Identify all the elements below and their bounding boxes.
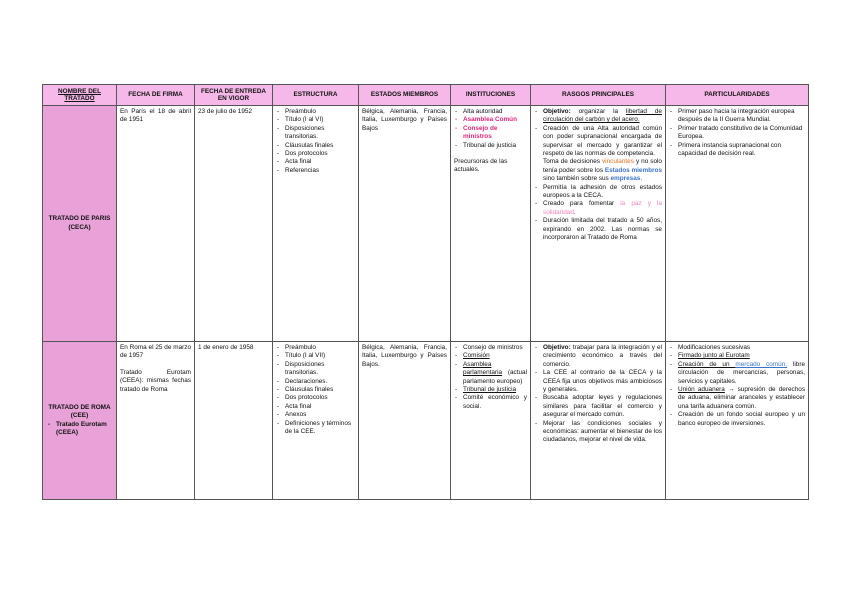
list-item: - Dos protocolos [285, 394, 355, 402]
list-item: - Preámbulo [285, 344, 355, 352]
arrow-icon: → [728, 386, 735, 394]
signing-date: En Roma el 25 de marzo de 1957 Tratado Eurotam (CEEA): mismas fechas tratado de Roma [117, 342, 195, 500]
particularities-cell [666, 106, 809, 342]
list-item: - Título (I al VI) [285, 116, 355, 124]
list-item: - Permitía la adhesión de otros estados europeos a la CECA. [543, 184, 662, 201]
list-item: - Preámbulo [285, 108, 355, 116]
header-cell: INSTITUCIONES [451, 85, 531, 106]
institutions-cell [451, 342, 531, 500]
list-item: - Buscaba adoptar leyes y regulaciones similares para facilitar el comercio y asegurar el mercado común. [543, 394, 662, 419]
list-item: - Título (I al VII) [285, 352, 355, 360]
list-item: - Declaraciones. [285, 378, 355, 386]
list-item: - Firmado junto al Eurotam [678, 352, 805, 360]
table-row [43, 106, 809, 342]
list-item: - Unión aduanera → supresión de derechos de aduana, eliminar aranceles y establecer una tarifa aduanera común. [678, 386, 805, 411]
list-item: - Asamblea parlamentaria (actual parlamento europeo) [463, 361, 527, 386]
header-cell: NOMBRE DEL TRATADO [43, 85, 117, 106]
list-item: - Primera instancia supranacional con capacidad de decisión real. [678, 142, 805, 159]
structure-cell [273, 342, 359, 500]
paragraph: Toma de decisiones vinculantes y no solo tenía poder sobre los Estados miembros sino también sobre sus empresas. [543, 158, 663, 183]
list-item: - Disposiciones transitorias. [285, 361, 355, 378]
structure-cell [273, 106, 359, 342]
list-item: - Tribunal de justicia [463, 142, 527, 150]
treaty-name: TRATADO DE PARIS (CECA) [43, 106, 117, 342]
list-item: - Anexos [285, 411, 355, 419]
list-item: - Asamblea Común [463, 116, 527, 124]
list-item: - Creación de un fondo social europeo y un banco europeo de inversiones. [678, 411, 805, 428]
list-item: - Comité económico y social. [463, 394, 527, 411]
table-row [43, 342, 809, 500]
list-item: - Tribunal de justicia [463, 386, 527, 394]
header-cell: PARTICULARIDADES [666, 85, 809, 106]
list-item: - Objetivo: trabajar para la integración y el crecimiento económico a través del comercio. [543, 344, 662, 369]
list-item: - Referencias [285, 167, 355, 175]
list-item: - Acta final [285, 403, 355, 411]
list-item: - Dos protocolos [285, 150, 355, 158]
list-item: - Cláusulas finales [285, 386, 355, 394]
effective-date: 1 de enero de 1958 [195, 342, 273, 500]
header-cell: ESTRUCTURA [273, 85, 359, 106]
member-states: Bélgica, Alemania, Francia, Italia, Luxemburgo y Países Bajos. [359, 342, 451, 500]
header-cell: FECHA DE FIRMA [117, 85, 195, 106]
header-row [43, 85, 809, 106]
list-item: - Modificaciones sucesivas [678, 344, 805, 352]
treaty-name: TRATADO DE ROMA (CEE) - Tratado Eurotam (CEEA) [43, 342, 117, 500]
institutions-note: Precursoras de las actuales. [454, 158, 508, 174]
list-item: - La CEE al contrario de la CECA y la CEEA fija unos objetivos más ambiciosos y generales. [543, 369, 662, 394]
list-item: - Duración limitada del tratado a 50 años, expirando en 2002. Las normas se incorporaron al Tratado de Roma [543, 217, 662, 242]
header-cell: FECHA DE ENTREDA EN VIGOR [195, 85, 273, 106]
institutions-cell [451, 106, 531, 342]
list-item: - Creado para fomentar la paz y la solidaridad. [543, 200, 662, 217]
header-cell: ESTADOS MIEMBROS [359, 85, 451, 106]
list-item: - Primer tratado constitutivo de la Comunidad Europea. [678, 125, 805, 142]
particularities-cell [666, 342, 809, 500]
member-states: Bélgica, Alemania, Francia, Italia, Luxemburgo y Países Bajos [359, 106, 451, 342]
list-item: - Cláusulas finales [285, 142, 355, 150]
list-item: - Comisión [463, 352, 527, 360]
treaties-table [42, 84, 809, 500]
list-item: - Objetivo: organizar la libertad de circulación del carbón y del acero. [543, 108, 662, 125]
list-item: - Acta final [285, 158, 355, 166]
features-cell [531, 106, 666, 342]
list-item: - Creación de una Alta autoridad común con poder supranacional encargada de supervisar el mercado y garantizar el respeto de las normas de competencia. [543, 125, 662, 159]
list-item: - Disposiciones transitorias. [285, 125, 355, 142]
header-cell: RASGOS PRINCIPALES [531, 85, 666, 106]
list-item: - Alta autoridad [463, 108, 527, 116]
list-item: - Creación de un mercado común: libre circulación de mercancías, personas, servicios y capitales. [678, 361, 805, 386]
signing-note: Tratado Eurotam (CEEA): mismas fechas tratado de Roma [120, 368, 191, 393]
list-item: - Mejorar las condiciones sociales y económicas: aumentar el bienestar de los ciudadanos, mejorar el nivel de vida. [543, 420, 662, 445]
effective-date: 23 de julio de 1952 [195, 106, 273, 342]
list-item: - Primer paso hacia la integración europea después de la II Guerra Mundial. [678, 108, 805, 125]
treaty-subname: - Tratado Eurotam (CEEA) [56, 421, 113, 438]
list-item: - Definiciones y términos de la CEE. [285, 420, 355, 437]
list-item: - Consejo de ministros [463, 344, 527, 352]
features-cell [531, 342, 666, 500]
signing-date: En París el 18 de abril de 1951 [117, 106, 195, 342]
list-item: - Consejo de ministros [463, 125, 527, 142]
